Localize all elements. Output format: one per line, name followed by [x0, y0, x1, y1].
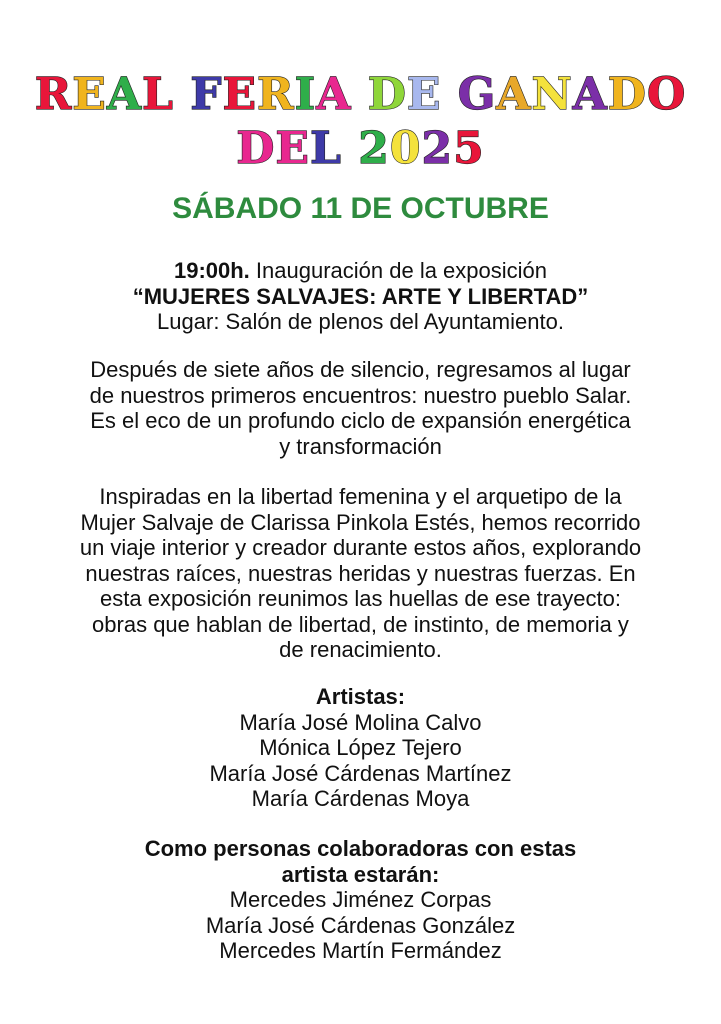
title-letter: A — [316, 69, 352, 120]
title-letter: E — [275, 123, 310, 174]
intro-line: y transformación — [279, 433, 442, 459]
collaborators-heading: artista estarán: — [281, 861, 440, 887]
event-place: Lugar: Salón de plenos del Ayuntamiento. — [157, 309, 564, 334]
collaborators-heading: Como personas colaboradoras con estas — [144, 836, 577, 861]
artist-name: Mónica López Tejero — [259, 735, 462, 760]
description-paragraph — [40, 484, 681, 663]
poster-title-line-1 — [0, 70, 721, 120]
title-letter: G — [457, 69, 497, 120]
title-letter: D — [607, 69, 647, 120]
artists-section — [40, 684, 681, 812]
title-letter: A — [106, 69, 142, 120]
description-line: nuestras raíces, nuestras heridas y nuestras fuerzas. En — [85, 560, 636, 586]
title-letter: D — [367, 69, 407, 120]
title-letter: R — [257, 69, 295, 120]
description-line: obras que hablan de libertad, de instinto, de memoria y — [92, 611, 629, 637]
intro-paragraph — [40, 357, 681, 459]
title-letter: 0 — [389, 123, 422, 174]
title-letter: A — [572, 69, 608, 120]
title-letter: E — [222, 69, 258, 120]
title-letter: 2 — [421, 123, 454, 174]
description-line: un viaje interior y creador durante estos años, explorando — [79, 535, 642, 560]
title-letter: N — [531, 69, 573, 120]
title-letter: D — [236, 123, 276, 174]
artist-name: María Cárdenas Moya — [251, 786, 470, 811]
intro-line: Después de siete años de silencio, regresamos al lugar — [90, 357, 631, 382]
event-info — [40, 258, 681, 335]
title-letter: O — [646, 69, 687, 120]
intro-line: de nuestros primeros encuentros: nuestro pueblo Salar. — [89, 382, 632, 408]
collaborator-name: Mercedes Jiménez Corpas — [229, 887, 492, 912]
title-letter: F — [190, 69, 223, 120]
title-letter: R — [34, 69, 73, 120]
title-letter: E — [406, 69, 442, 120]
description-line: de renacimiento. — [279, 637, 442, 662]
event-description: Inauguración de la exposición — [255, 258, 548, 283]
description-line: Mujer Salvaje de Clarissa Pinkola Estés, hemos recorrido — [80, 509, 641, 535]
event-time-line — [40, 258, 681, 284]
event-date: SÁBADO 11 DE OCTUBRE — [172, 192, 549, 225]
description-line: esta exposición reunimos las huellas de ese trayecto: — [100, 586, 621, 611]
description-line: Inspiradas en la libertad femenina y el arquetipo de la — [99, 484, 622, 509]
collaborators-section — [40, 836, 681, 964]
title-letter: L — [309, 123, 342, 174]
title-letter: 5 — [453, 123, 485, 174]
title-letter: A — [496, 69, 532, 120]
title-letter: E — [72, 69, 107, 120]
collaborator-name: Mercedes Martín Fermández — [219, 938, 502, 963]
collaborator-name: María José Cárdenas González — [205, 912, 516, 938]
artist-name: María José Molina Calvo — [239, 709, 482, 735]
title-letter: I — [294, 69, 317, 120]
artists-heading: Artistas: — [315, 684, 406, 709]
intro-line: Es el eco de un profundo ciclo de expansión energética — [90, 408, 631, 433]
poster-title-line-2 — [0, 124, 721, 174]
exhibition-name: “MUJERES SALVAJES: ARTE Y LIBERTAD” — [132, 283, 589, 309]
event-time: 19:00h. — [173, 258, 250, 283]
title-letter: 2 — [358, 123, 390, 174]
artist-name: María José Cárdenas Martínez — [209, 760, 512, 786]
title-letter: L — [141, 69, 174, 120]
